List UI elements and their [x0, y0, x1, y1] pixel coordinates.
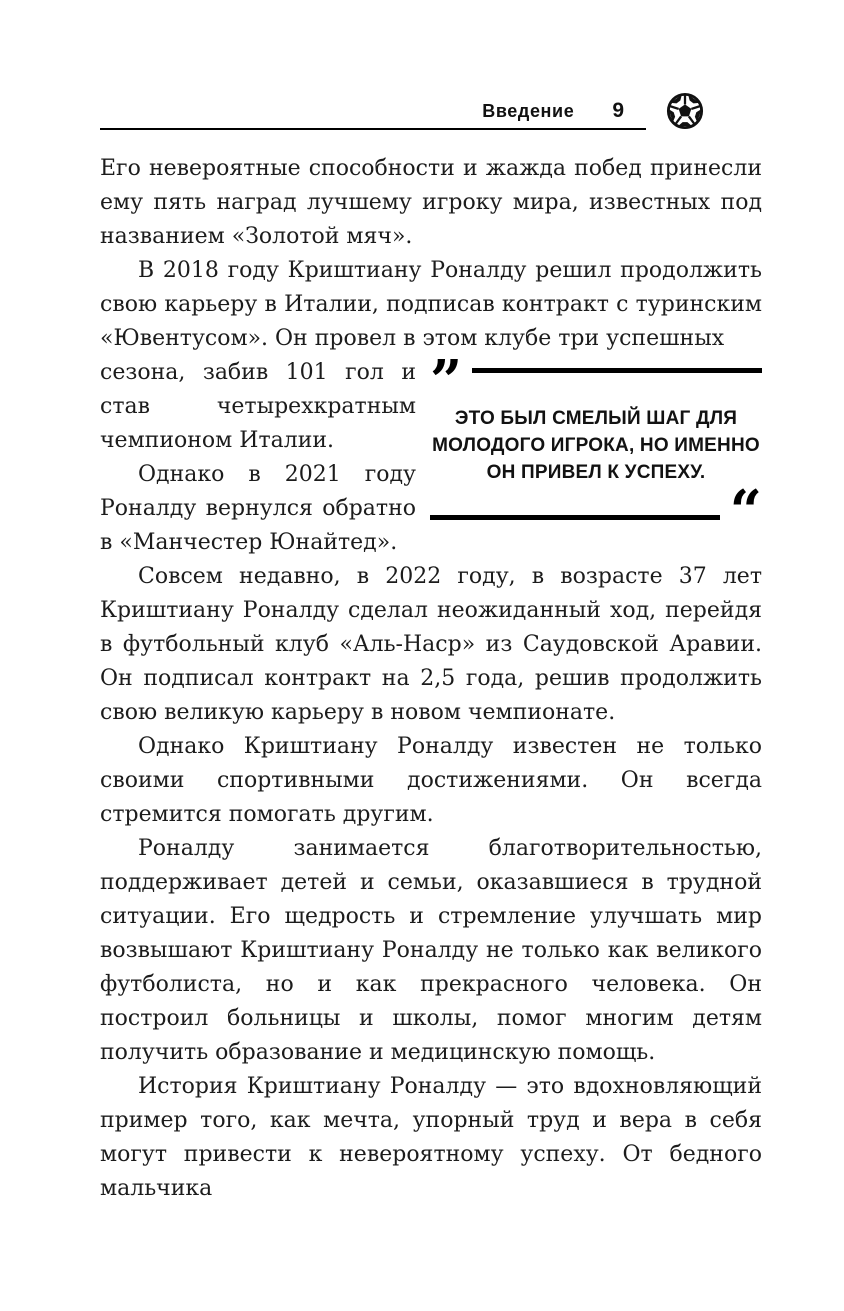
paragraph-2-lead: В 2018 году Криштиану Роналду решил продолжить свою карьеру в Италии, подписав контракт с туринским «Ювентусом». Он провел в этом клубе три успешных: [100, 258, 762, 351]
paragraph-3: Однако в 2021 году Роналду вернулся обратно в «Манчестер Юнайтед».: [100, 462, 416, 555]
header-row: [100, 96, 762, 126]
paragraph-2-continuation: сезона, забив 101 гол и став четырехкратным чемпионом Италии.: [100, 360, 416, 453]
open-quote-icon: ”: [430, 348, 463, 414]
pull-quote-top-rule: [430, 348, 762, 414]
pull-quote-line-2: МОЛОДОГО ИГРОКА, НО ИМЕННО: [432, 435, 760, 456]
quote-wrap-section: [100, 348, 762, 560]
soccer-ball-icon: [666, 92, 704, 130]
paragraph-1: Его невероятные способности и жажда побед принесли ему пять наград лучшему игроку мира, известных под названием «Золотой мяч».: [100, 156, 762, 249]
paragraph-4: Совсем недавно, в 2022 году, в возрасте 37 лет Криштиану Роналду сделал неожиданный ход, перейдя в футбольный клуб «Аль-Наср» из Саудовской Аравии. Он подписал контракт на 2,5 года, решив продолжить свою великую карьеру в новом чемпионате.: [100, 564, 762, 725]
page-number: 9: [612, 99, 624, 122]
pull-quote: [430, 348, 762, 544]
close-quote-icon: “: [729, 478, 762, 544]
paragraph-5: Однако Криштиану Роналду известен не только своими спортивными достижениями. Он всегда стремится помогать другим.: [100, 734, 762, 827]
wrapped-text-column: [100, 356, 416, 560]
pull-quote-line-1: ЭТО БЫЛ СМЕЛЫЙ ШАГ ДЛЯ: [454, 408, 738, 429]
paragraph-7: История Криштиану Роналду — это вдохновляющий пример того, как мечта, упорный труд и вера в себя могут привести к невероятному успеху. От бедного мальчика: [100, 1074, 762, 1201]
header-rule: [100, 128, 646, 130]
pull-quote-text: [430, 398, 762, 492]
page-header: [100, 96, 762, 130]
body-text: [100, 152, 762, 1206]
pull-quote-bottom-rule: [430, 478, 762, 544]
section-title: Введение: [482, 100, 575, 121]
top-rule-line: [472, 368, 762, 373]
bottom-rule-line: [430, 515, 720, 520]
paragraph-6: Роналду занимается благотворительностью, поддерживает детей и семьи, оказавшиеся в трудной ситуации. Его щедрость и стремление улучшать мир возвышают Криштиану Роналду не только как великого футболиста, но и как прекрасного человека. Он построил больницы и школы, помог многим детям получить образование и медицинскую помощь.: [100, 836, 762, 1065]
pull-quote-line-3: ОН ПРИВЕЛ К УСПЕХУ.: [486, 462, 706, 483]
